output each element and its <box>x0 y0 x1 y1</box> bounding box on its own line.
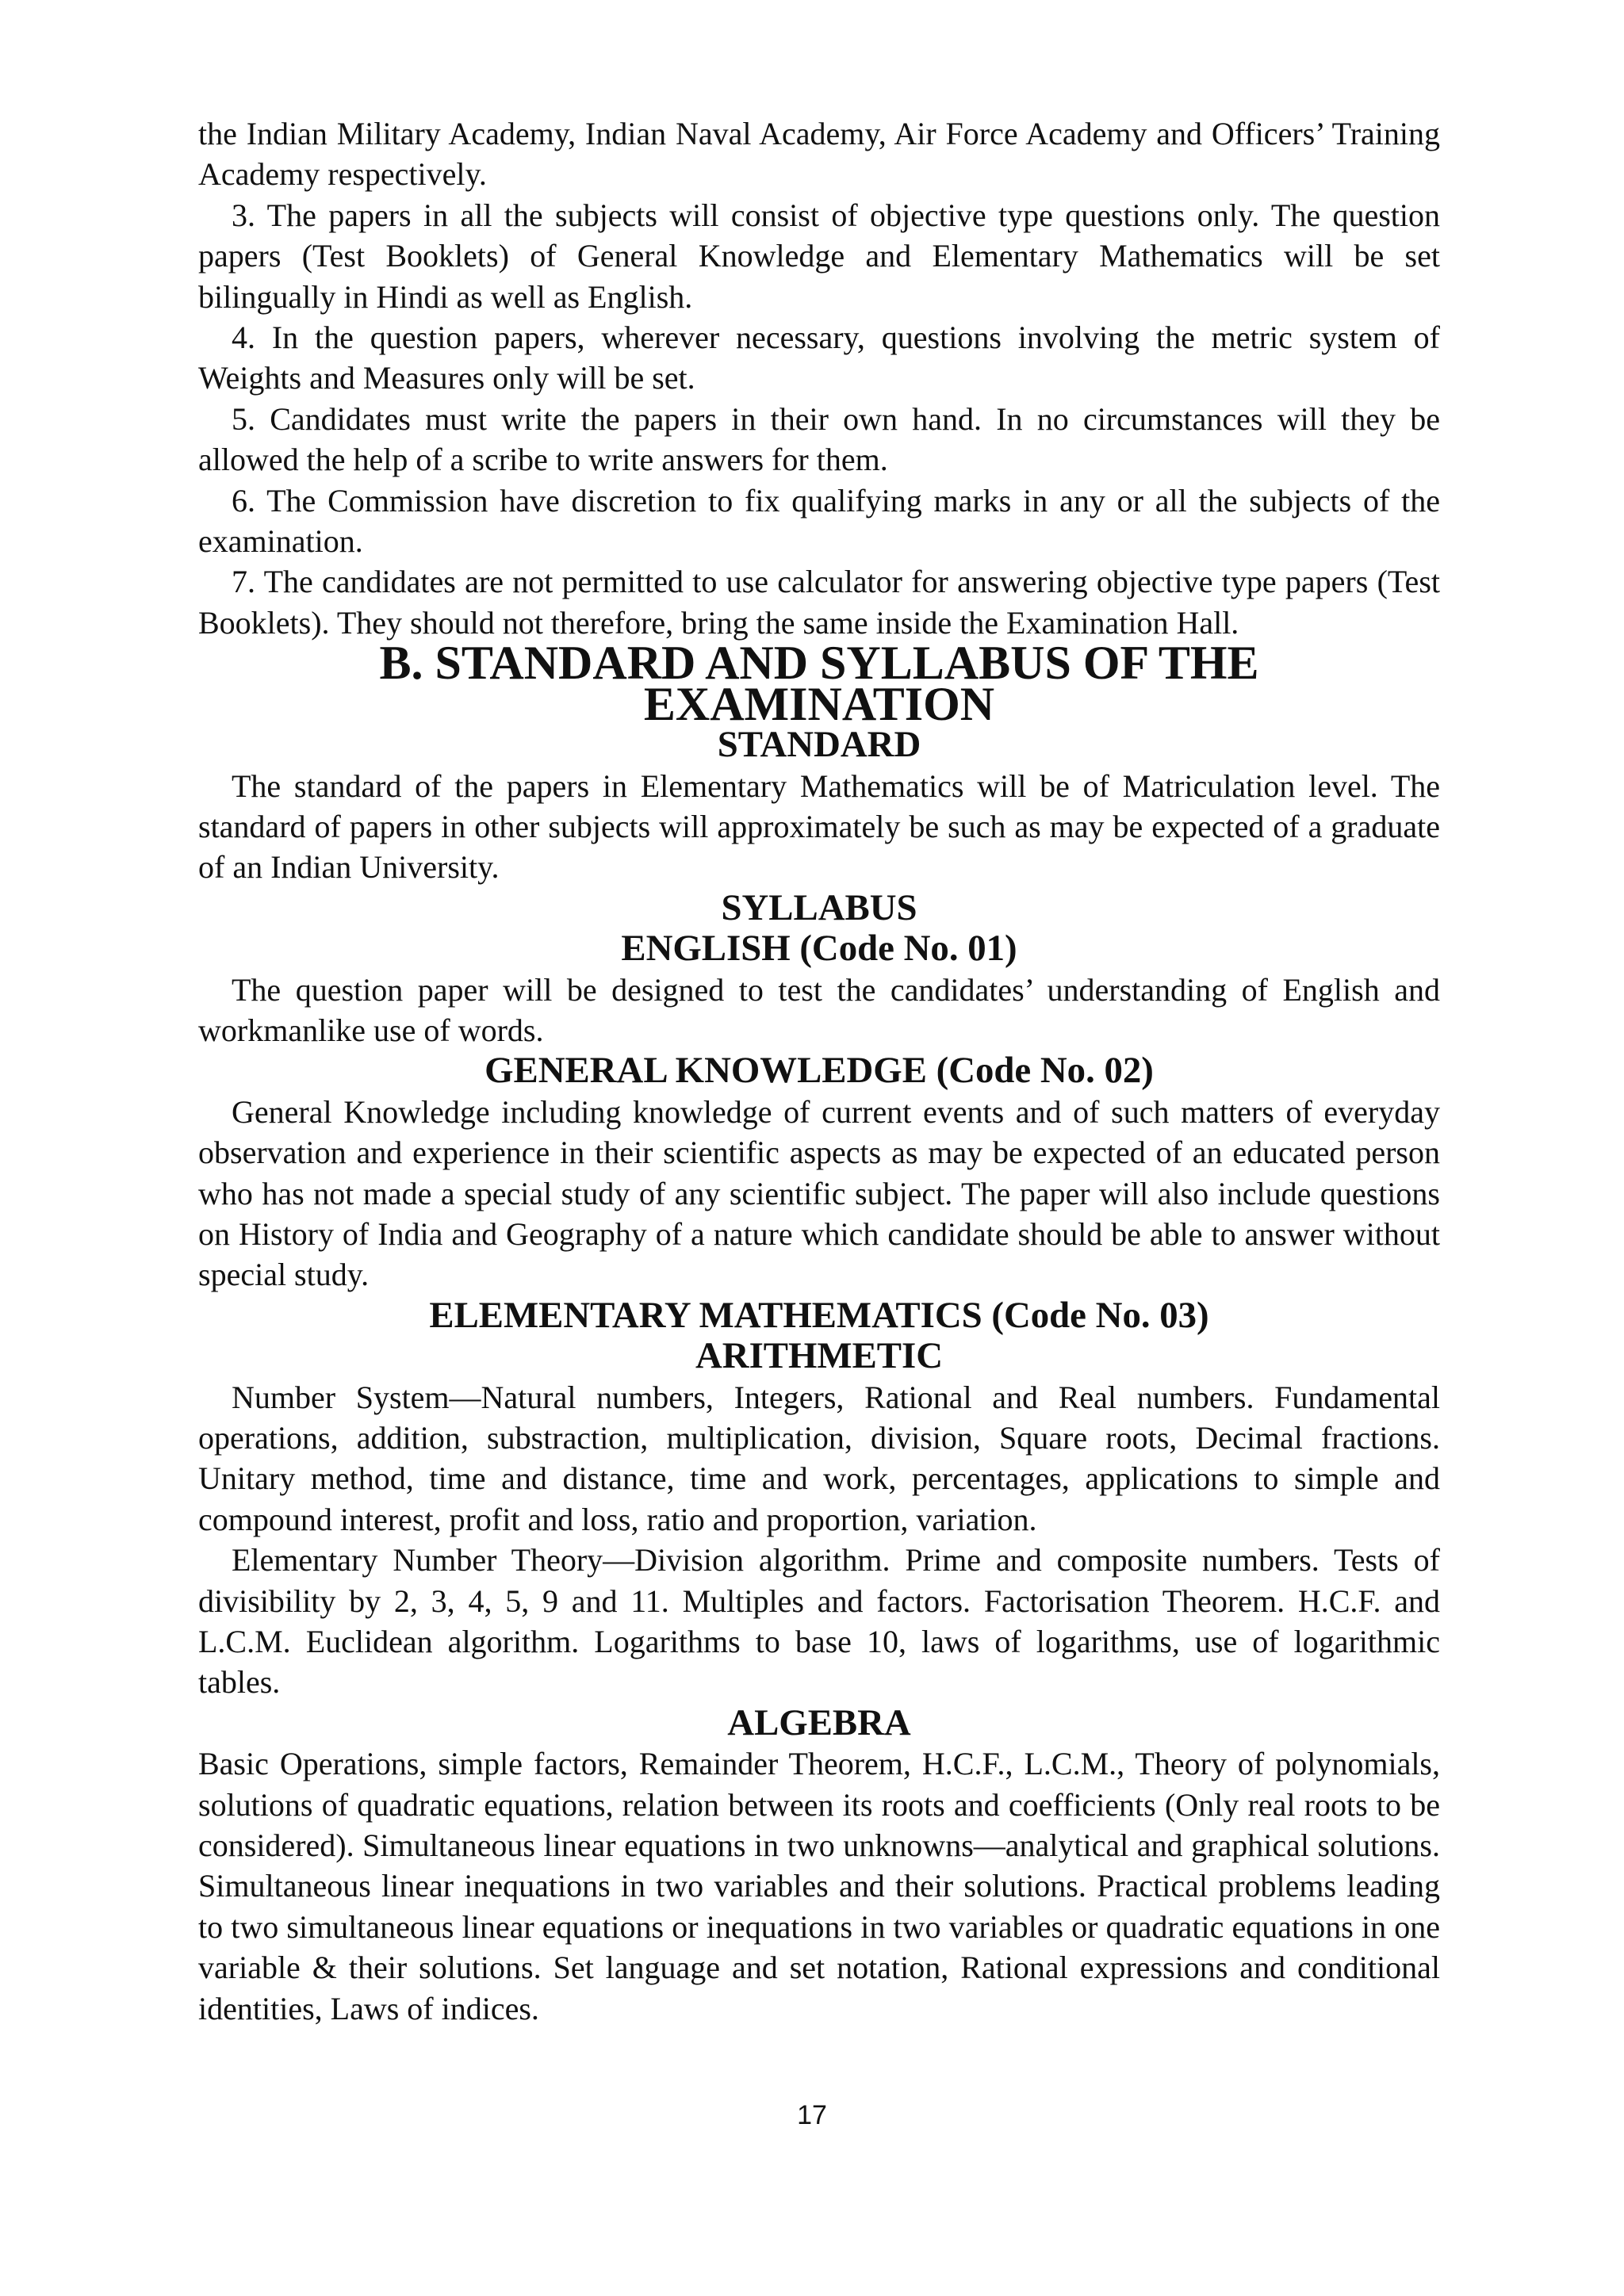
page-number: 17 <box>797 2100 827 2130</box>
english-paragraph: The question paper will be designed to test the candidates’ understanding of English and workmanlike use of words. <box>198 971 1440 1048</box>
standard-heading: STANDARD <box>717 724 921 766</box>
section-b-heading: B. STANDARD AND SYLLABUS OF THE EXAMINATION <box>379 637 1259 730</box>
document-page <box>198 113 1440 2029</box>
rule-4-paragraph: 4. In the question papers, wherever necessary, questions involving the metric system of Weights and Measures only will be set. <box>198 320 1440 396</box>
arithmetic-paragraph-number-system: Number System—Natural numbers, Integers, Rational and Real numbers. Fundamental operations, addition, substraction, multiplication, division, Square roots, Decimal fractions. Unitary method, time and distance, time and work, percentages, applications to simple and compound interest, profit and loss, ratio and proportion, variation. <box>198 1379 1440 1537</box>
algebra-heading: ALGEBRA <box>727 1701 911 1743</box>
arithmetic-paragraph-number-theory: Elementary Number Theory—Division algorithm. Prime and composite numbers. Tests of divisibility by 2, 3, 4, 5, 9 and 11. Multiples and factors. Factorisation Theorem. H.C.F. and L.C.M. Euclidean algorithm. Logarithms to base 10, laws of logarithms, use of logarithmic tables. <box>198 1542 1440 1701</box>
syllabus-heading: SYLLABUS <box>721 886 917 928</box>
rule-5-paragraph: 5. Candidates must write the papers in their own hand. In no circumstances will they be allowed the help of a scribe to write answers for them. <box>198 400 1440 478</box>
rule-7-paragraph: 7. The candidates are not permitted to use calculator for answering objective type papers (Test Booklets). They should not therefore, bring the same inside the Examination Hall. <box>198 564 1440 641</box>
arithmetic-heading: ARITHMETIC <box>695 1335 944 1377</box>
intro-continuation-paragraph: the Indian Military Academy, Indian Naval Academy, Air Force Academy and Officers’ Training Academy respectively. <box>198 116 1440 193</box>
english-heading: ENGLISH (Code No. 01) <box>621 928 1017 970</box>
standard-paragraph: The standard of the papers in Elementary Mathematics will be of Matriculation level. The standard of papers in other subjects will approximately be such as may be expected of a graduate of an Indian University. <box>198 767 1440 886</box>
rule-3-paragraph: 3. The papers in all the subjects will consist of objective type questions only. The question papers (Test Booklets) of General Knowledge and Elementary Mathematics will be set bilingually in Hindi as well as English. <box>198 197 1440 315</box>
elementary-mathematics-heading: ELEMENTARY MATHEMATICS (Code No. 03) <box>429 1294 1209 1336</box>
general-knowledge-heading: GENERAL KNOWLEDGE (Code No. 02) <box>485 1050 1154 1092</box>
rule-6-paragraph: 6. The Commission have discretion to fix qualifying marks in any or all the subjects of the examination. <box>198 482 1440 560</box>
general-knowledge-paragraph: General Knowledge including knowledge of current events and of such matters of everyday observation and experience in their scientific aspects as may be expected of an educated person who has not made a special study of any scientific subject. The paper will also include questions on History of India and Geography of a nature which candidate should be able to answer without special study. <box>198 1093 1440 1293</box>
algebra-paragraph: Basic Operations, simple factors, Remainder Theorem, H.C.F., L.C.M., Theory of polynomials, solutions of quadratic equations, relation between its roots and coefficients (Only real roots to be considered). Simultaneous linear equations in two unknowns—analytical and graphical solutions. Simultaneous linear inequations in two variables and their solutions. Practical problems leading to two simultaneous linear equations or inequations in two variables or quadratic equations in one variable & their solutions. Set language and set notation, Rational expressions and conditional identities, Laws of indices. <box>198 1746 1440 2026</box>
